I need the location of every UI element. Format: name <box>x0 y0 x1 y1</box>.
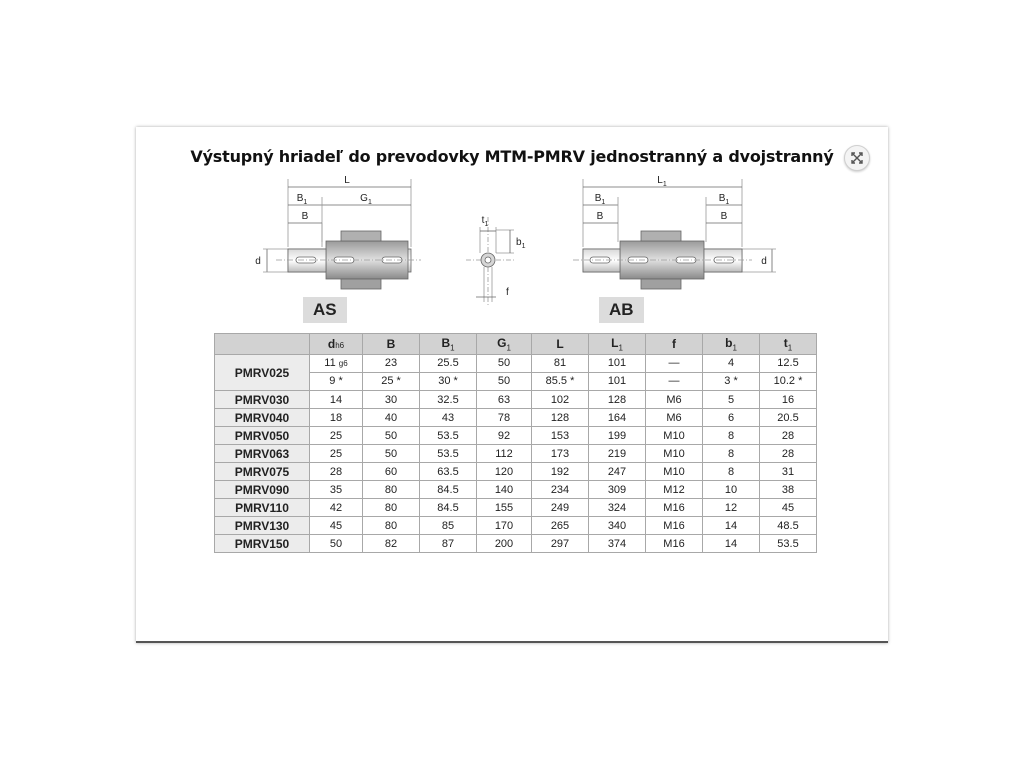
cell-L: 234 <box>532 481 589 499</box>
cell-L: 173 <box>532 445 589 463</box>
cell-L: 297 <box>532 535 589 553</box>
dim-L1-ab: $L_1$ <box>657 175 667 188</box>
cell-d: 11 g6 9 * <box>310 355 363 391</box>
cell-t1: 16 <box>760 391 817 409</box>
col-header-L1: $L_1$ <box>589 334 646 355</box>
cell-d: 28 <box>310 463 363 481</box>
cell-B: 30 <box>363 391 420 409</box>
table-row <box>215 391 817 409</box>
col-header-B: B <box>363 334 420 355</box>
cell-B1: 63.5 <box>420 463 477 481</box>
dim-t1: $t_1$ <box>481 215 489 228</box>
ab-view <box>573 179 776 289</box>
cell-f: M16 <box>646 499 703 517</box>
dim-B1-as: $B_1$ <box>296 193 308 206</box>
cell-L1: 374 <box>589 535 646 553</box>
table-row <box>215 355 817 391</box>
cell-L: 265 <box>532 517 589 535</box>
cell-L1: 340 <box>589 517 646 535</box>
cell-G1: 50 50 <box>477 355 532 391</box>
cell-t1: 28 <box>760 445 817 463</box>
cell-L1: 128 <box>589 391 646 409</box>
dim-B-as: B <box>301 211 309 222</box>
cell-t1: 45 <box>760 499 817 517</box>
cell-b1: 8 <box>703 463 760 481</box>
cell-d: 14 <box>310 391 363 409</box>
cell-B: 40 <box>363 409 420 427</box>
dim-b1: $b_1$ <box>516 237 526 250</box>
col-header-B1: $B_1$ <box>420 334 477 355</box>
cell-L: 128 <box>532 409 589 427</box>
cell-f: M6 <box>646 391 703 409</box>
cell-f: M10 <box>646 463 703 481</box>
model-cell: PMRV150 <box>215 535 310 553</box>
shaft-drawing <box>136 127 888 327</box>
table-body <box>215 391 817 553</box>
col-header-t1: $t_1$ <box>760 334 817 355</box>
dim-G1-as: $G_1$ <box>360 193 372 206</box>
page-title: Výstupný hriadeľ do prevodovky MTM-PMRV jednostranný a dvojstranný <box>190 147 834 166</box>
cell-L1: 247 <box>589 463 646 481</box>
cell-B: 82 <box>363 535 420 553</box>
cell-B: 80 <box>363 481 420 499</box>
cell-B1: 43 <box>420 409 477 427</box>
cell-b1: 5 <box>703 391 760 409</box>
cell-B1: 25.5 30 * <box>420 355 477 391</box>
cell-G1: 112 <box>477 445 532 463</box>
cell-G1: 63 <box>477 391 532 409</box>
cell-d: 45 <box>310 517 363 535</box>
cell-b1: 14 <box>703 517 760 535</box>
cell-L1: 101 101 <box>589 355 646 391</box>
model-cell: PMRV075 <box>215 463 310 481</box>
cell-B1: 53.5 <box>420 427 477 445</box>
cell-G1: 170 <box>477 517 532 535</box>
cell-b1: 10 <box>703 481 760 499</box>
cell-B: 80 <box>363 517 420 535</box>
table-row <box>215 499 817 517</box>
cell-b1: 12 <box>703 499 760 517</box>
table-corner <box>215 334 310 355</box>
cell-G1: 155 <box>477 499 532 517</box>
cell-t1: 53.5 <box>760 535 817 553</box>
cell-L: 153 <box>532 427 589 445</box>
cell-B: 50 <box>363 445 420 463</box>
cell-B: 80 <box>363 499 420 517</box>
cell-t1: 20.5 <box>760 409 817 427</box>
dim-L-as: L <box>344 175 350 186</box>
cell-f: — — <box>646 355 703 391</box>
image-panel <box>136 127 888 643</box>
col-header-f: f <box>646 334 703 355</box>
cell-d: 35 <box>310 481 363 499</box>
cell-B1: 84.5 <box>420 481 477 499</box>
cell-b1: 14 <box>703 535 760 553</box>
cell-G1: 120 <box>477 463 532 481</box>
dim-B-ab-left: B <box>596 211 604 222</box>
model-cell: PMRV040 <box>215 409 310 427</box>
as-label: AS <box>303 297 347 323</box>
col-header-G1: $G_1$ <box>477 334 532 355</box>
cell-B: 50 <box>363 427 420 445</box>
cell-G1: 140 <box>477 481 532 499</box>
table-row <box>215 481 817 499</box>
cell-B1: 87 <box>420 535 477 553</box>
cell-L: 81 85.5 * <box>532 355 589 391</box>
table-row <box>215 463 817 481</box>
cell-B1: 32.5 <box>420 391 477 409</box>
ab-label: AB <box>599 297 644 323</box>
table-row <box>215 517 817 535</box>
cell-f: M6 <box>646 409 703 427</box>
cell-B: 23 25 * <box>363 355 420 391</box>
model-cell: PMRV110 <box>215 499 310 517</box>
cell-t1: 48.5 <box>760 517 817 535</box>
cell-L1: 324 <box>589 499 646 517</box>
col-header-d: dh6 <box>310 334 363 355</box>
table-row <box>215 427 817 445</box>
model-cell: PMRV130 <box>215 517 310 535</box>
col-header-b1: $b_1$ <box>703 334 760 355</box>
cell-L1: 219 <box>589 445 646 463</box>
cell-t1: 28 <box>760 427 817 445</box>
cell-f: M10 <box>646 427 703 445</box>
cell-t1: 31 <box>760 463 817 481</box>
table-row <box>215 445 817 463</box>
cell-f: M16 <box>646 517 703 535</box>
cell-L1: 199 <box>589 427 646 445</box>
dim-d-as: d <box>255 256 261 267</box>
table-header-row <box>215 334 817 355</box>
as-view <box>263 179 421 289</box>
cell-b1: 4 3 * <box>703 355 760 391</box>
cell-f: M10 <box>646 445 703 463</box>
table-row <box>215 409 817 427</box>
cell-t1: 12.5 10.2 * <box>760 355 817 391</box>
cell-L: 192 <box>532 463 589 481</box>
model-cell: PMRV025 <box>215 355 310 391</box>
cell-L1: 164 <box>589 409 646 427</box>
cell-b1: 6 <box>703 409 760 427</box>
cell-d: 50 <box>310 535 363 553</box>
cell-b1: 8 <box>703 427 760 445</box>
cell-d: 25 <box>310 427 363 445</box>
cell-t1: 38 <box>760 481 817 499</box>
cell-G1: 92 <box>477 427 532 445</box>
cell-d: 18 <box>310 409 363 427</box>
cell-L1: 309 <box>589 481 646 499</box>
cell-b1: 8 <box>703 445 760 463</box>
dim-B1-ab-right: $B_1$ <box>718 193 730 206</box>
model-cell: PMRV050 <box>215 427 310 445</box>
model-cell: PMRV030 <box>215 391 310 409</box>
dim-f: f <box>506 287 509 298</box>
col-header-L: L <box>532 334 589 355</box>
cell-d: 42 <box>310 499 363 517</box>
cell-G1: 200 <box>477 535 532 553</box>
cell-L: 102 <box>532 391 589 409</box>
model-cell: PMRV090 <box>215 481 310 499</box>
cell-L: 249 <box>532 499 589 517</box>
cell-f: M12 <box>646 481 703 499</box>
cell-B1: 53.5 <box>420 445 477 463</box>
dimensions-table <box>214 333 817 553</box>
cell-f: M16 <box>646 535 703 553</box>
cell-B: 60 <box>363 463 420 481</box>
cell-B1: 84.5 <box>420 499 477 517</box>
cell-G1: 78 <box>477 409 532 427</box>
model-cell: PMRV063 <box>215 445 310 463</box>
dim-d-ab: d <box>761 256 767 267</box>
cell-B1: 85 <box>420 517 477 535</box>
table-row <box>215 535 817 553</box>
cell-d: 25 <box>310 445 363 463</box>
dim-B1-ab-left: $B_1$ <box>594 193 606 206</box>
dim-B-ab-right: B <box>720 211 728 222</box>
